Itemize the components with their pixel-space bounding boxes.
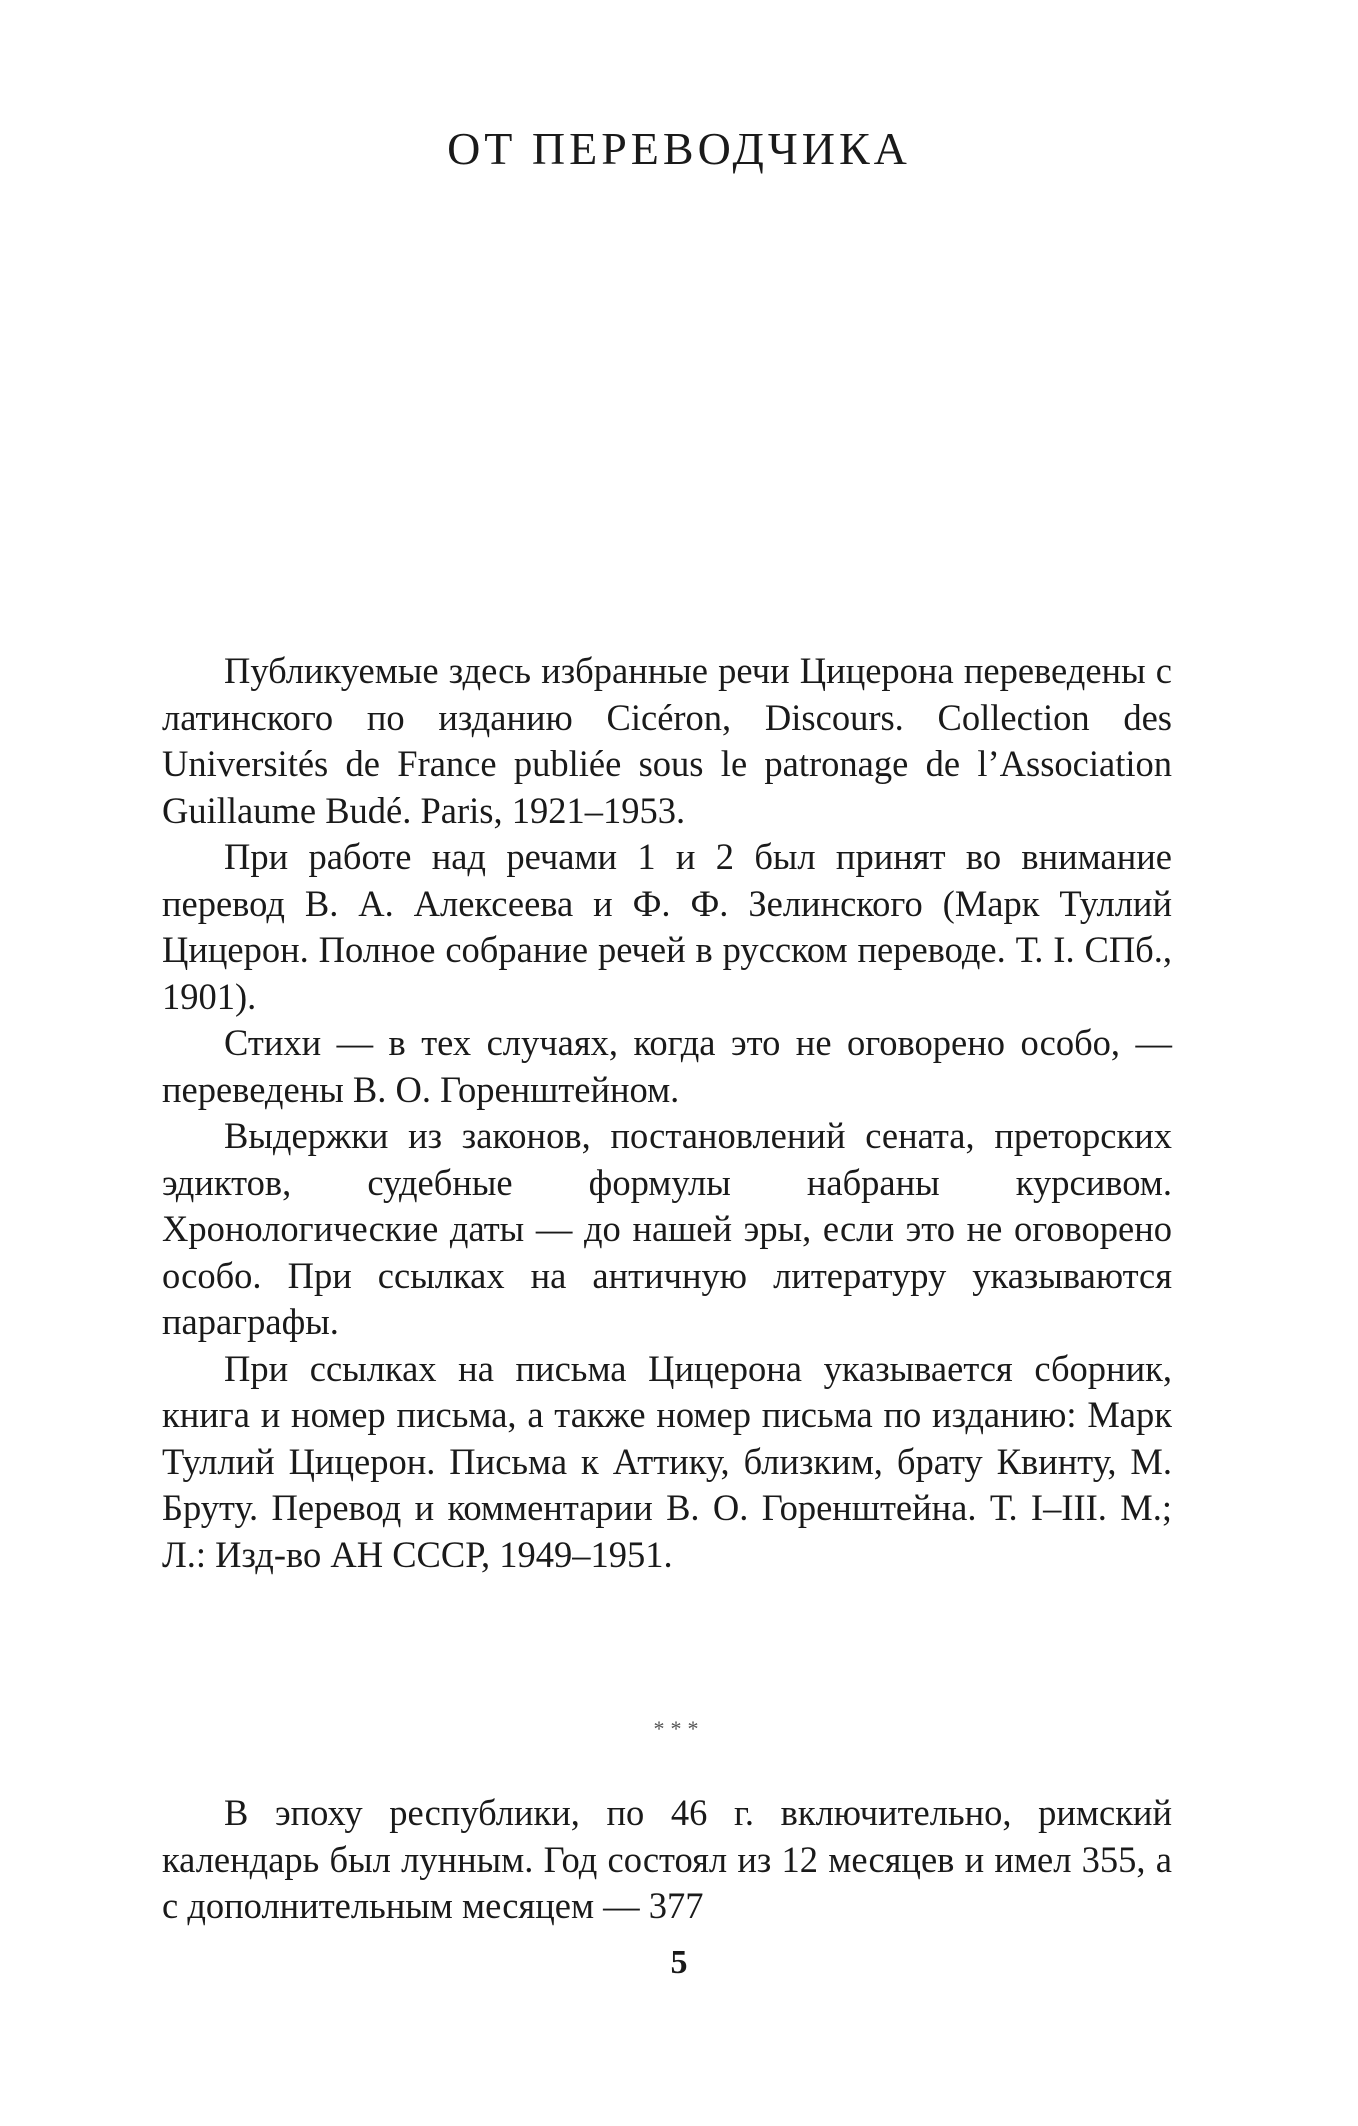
paragraph-italics: Выдержки из законов, постановлений сената, преторских эдиктов, судебные формулы набраны курсивом. Хронологические даты — до нашей эры, если это не оговорено особо. При ссылках на античную литературу указываются параграфы.	[162, 1115, 1172, 1342]
section-separator: ***	[653, 1716, 705, 1741]
paragraph-verses: Стихи — в тех случаях, когда это не оговорено особо, — переведены В. О. Горенштейном.	[162, 1022, 1172, 1110]
preface-body	[162, 648, 1172, 1578]
paragraph-calendar: В эпоху республики, по 46 г. включительно, римский календарь был лунным. Год состоял из 12 месяцев и имел 355, а с дополнительным месяцем — 377	[162, 1792, 1172, 1926]
paragraph-translation: При работе над речами 1 и 2 был принят во внимание перевод В. А. Алексеева и Ф. Ф. Зелинского (Марк Туллий Цицерон. Полное собрание речей в русском переводе. Т. I. СПб., 1901).	[162, 836, 1172, 1017]
page-title: ОТ ПЕРЕВОДЧИКА	[447, 123, 911, 174]
page-number: 5	[670, 1944, 688, 1981]
paragraph-letters: При ссылках на письма Цицерона указывается сборник, книга и номер письма, а также номер письма по изданию: Марк Туллий Цицерон. Письма к Аттику, близким, брату Квинту, М. Бруту. Перевод и комментарии В. О. Горенштейна. Т. I–III. М.; Л.: Изд-во АН СССР, 1949–1951.	[162, 1347, 1172, 1575]
paragraph-edition: Публикуемые здесь избранные речи Цицерона переведены с латинского по изданию Cicéron, Discours. Collection des Universités de France publiée sous le patronage de l’Association Guillaume Budé. Paris, 1921–1953.	[162, 650, 1172, 831]
calendar-section	[162, 1790, 1172, 1930]
